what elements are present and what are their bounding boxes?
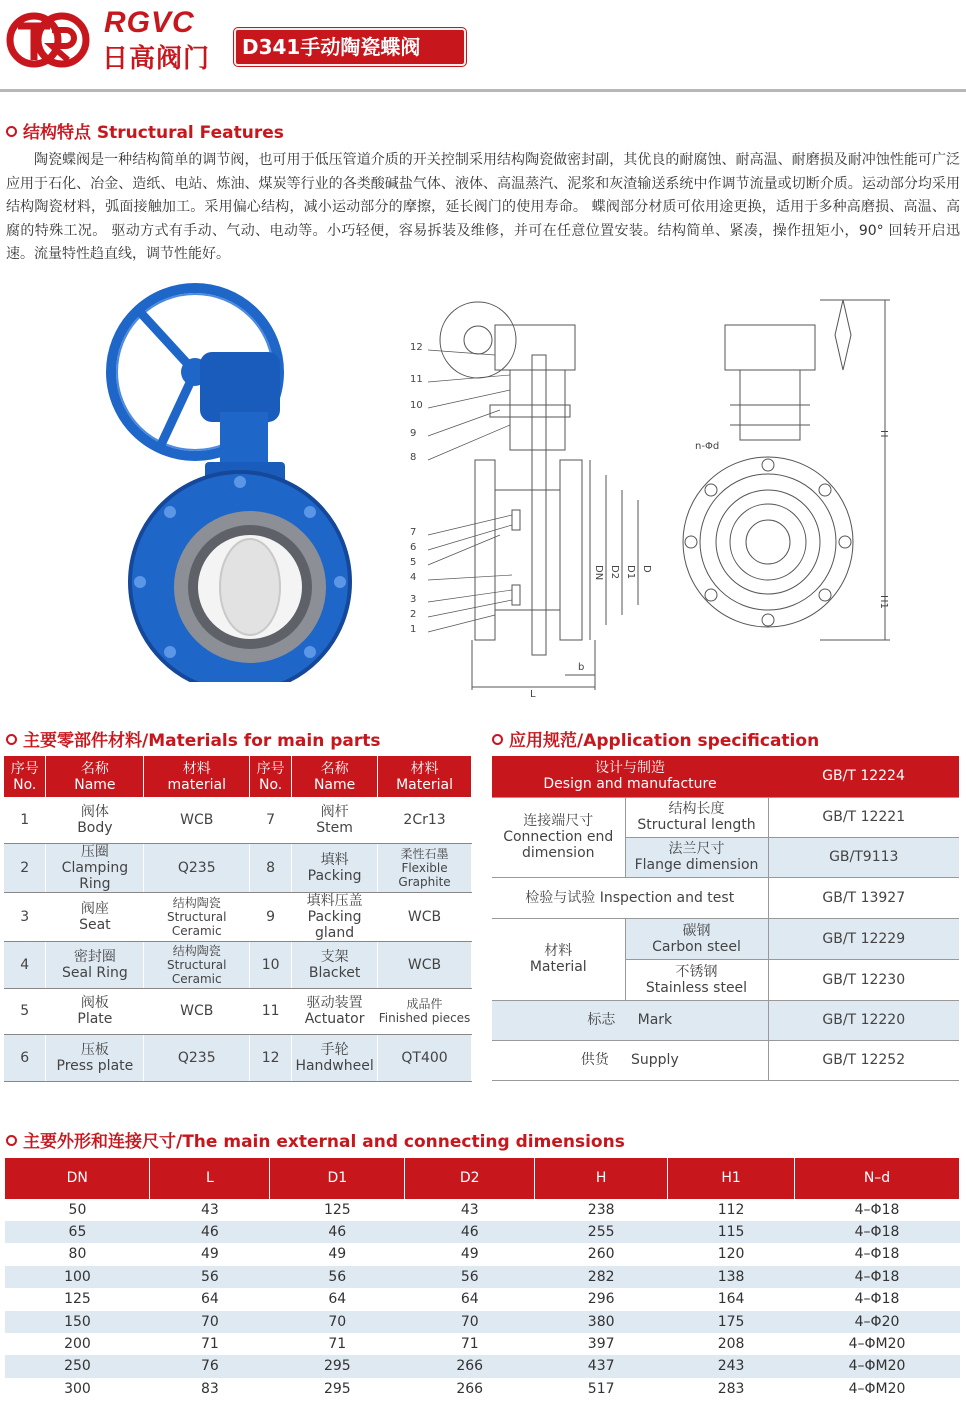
part-material: 结构陶瓷 Structural Ceramic <box>144 942 250 989</box>
cell-l: 43 <box>150 1198 270 1221</box>
header-no: 序号 No. <box>4 756 46 797</box>
cell-nd: 4–ΦM20 <box>848 1335 906 1352</box>
cell-h1: 115 <box>668 1221 795 1243</box>
materials-row <box>4 988 472 1035</box>
material-cell: 材料 Material <box>492 918 625 1000</box>
header-name: 名称 Name <box>292 756 378 797</box>
dimensions-row <box>5 1266 960 1288</box>
application-table <box>492 756 959 1081</box>
part-material: QT400 <box>378 1035 472 1082</box>
part-no: 5 <box>4 988 46 1035</box>
cell-h: 380 <box>535 1311 668 1333</box>
inspection-cell: 检验与试验 Inspection and test <box>492 877 768 918</box>
dimensions-row <box>5 1198 960 1221</box>
section-drawing <box>400 295 660 700</box>
header-material: 材料 Material <box>378 756 472 797</box>
part-name: 填料 Packing <box>292 844 378 893</box>
cell-d1: 56 <box>270 1266 405 1288</box>
part-label: 5 <box>410 557 417 568</box>
cell-dn: 125 <box>64 1291 91 1308</box>
cell-l: 56 <box>150 1266 270 1288</box>
dim-label-l: L <box>530 689 536 700</box>
part-name: 支架 Blacket <box>292 942 378 989</box>
dim-label-d2: D2 <box>609 565 620 580</box>
header-divider <box>0 89 966 92</box>
app-row-supply <box>492 1040 959 1080</box>
supply-cell: 供货 Supply <box>492 1040 768 1080</box>
cell-d1: 295 <box>270 1355 405 1377</box>
part-label: 7 <box>410 527 417 538</box>
part-label: 6 <box>410 542 417 553</box>
cell-nd: 4–Φ18 <box>795 1266 960 1288</box>
cell-d2: 266 <box>456 1380 484 1397</box>
design-cell: 设计与制造 Design and manufacture <box>492 756 768 797</box>
structural-description: 陶瓷蝶阀是一种结构简单的调节阀，也可用于低压管道介质的开关控制采用结构陶瓷做密封副，其优良的耐腐蚀、耐高温、耐磨损及耐冲蚀性能可广泛应用于石化、冶金、造纸、电站、炼油、煤炭等行业的各类酸碱盐气体、液体、高温蒸汽、泥浆和灰渣输送系统中作调节流量或切断介质。运动部分均采用结构陶瓷材料，弧面接触加工。采用偏心结构，减小运动部分的摩擦，延长阀门的使用寿命。 蝶阀部分材质可依用途更换，适用于多种高磨损、高温、高腐的特殊工况。 驱动方式有手动、气动、电动等。小巧轻便，容易拆装及维修，并可在任意位置安装。结构简单、紧凑，操作扭矩小，90° 回转开启迅速。流量特性趋直线，调节性能好。 <box>6 152 960 262</box>
cell-h1: 120 <box>717 1246 745 1263</box>
part-material: Q235 <box>144 1035 250 1082</box>
part-name: 阀体 Body <box>46 797 144 844</box>
cell-h: 255 <box>535 1221 668 1243</box>
cell-d1: 71 <box>328 1335 347 1352</box>
cell-dn: 50 <box>5 1198 150 1221</box>
part-name: 压板 Press plate <box>46 1035 144 1082</box>
cell-h: 296 <box>587 1291 615 1308</box>
cell-d2: 64 <box>460 1291 479 1308</box>
cell-d2: 43 <box>405 1198 535 1221</box>
section-title-dimensions: 主要外形和连接尺寸/The main external and connecting dimensions <box>6 1127 625 1152</box>
cell-h: 397 <box>587 1335 615 1352</box>
part-material: WCB <box>144 988 250 1035</box>
front-drawing <box>665 295 965 665</box>
design-std: GB/T 12224 <box>768 756 959 797</box>
cell-dn: 65 <box>5 1221 150 1243</box>
part-name: 手轮 Handwheel <box>292 1035 378 1082</box>
dimensions-row <box>5 1333 960 1355</box>
header-name: 名称 Name <box>46 756 144 797</box>
part-name: 密封圈 Seal Ring <box>46 942 144 989</box>
stainless-cell: 不锈钢 Stainless steel <box>625 959 768 1000</box>
materials-row <box>4 1035 472 1082</box>
cell-h1: 138 <box>668 1266 795 1288</box>
header-no: 序号 No. <box>250 756 292 797</box>
cell-h: 282 <box>535 1266 668 1288</box>
cell-l: 83 <box>200 1380 219 1397</box>
part-label: 12 <box>410 342 423 353</box>
part-material: 2Cr13 <box>378 797 472 844</box>
materials-row <box>4 797 472 844</box>
part-no: 3 <box>4 893 46 942</box>
part-label: 10 <box>410 400 423 411</box>
part-no: 8 <box>250 844 292 893</box>
cell-nd: 4–Φ18 <box>795 1221 960 1243</box>
part-name: 压圈 Clamping Ring <box>46 844 144 893</box>
brand-name-cn: 日高阀门 <box>102 44 211 74</box>
dimensions-row <box>5 1378 960 1400</box>
materials-row <box>4 893 472 942</box>
part-material: 成品件 Finished pieces <box>378 988 472 1035</box>
company-logo-icon <box>4 8 94 68</box>
cell-nd: 4–Φ18 <box>795 1198 960 1221</box>
section-title-materials: 主要零部件材料/Materials for main parts <box>6 726 380 751</box>
part-label: 2 <box>410 609 417 620</box>
cell-dn: 80 <box>68 1246 87 1263</box>
bullet-circle-icon <box>6 126 17 137</box>
part-material: Q235 <box>144 844 250 893</box>
dim-label-h: H <box>878 430 889 438</box>
cell-d1: 46 <box>270 1221 405 1243</box>
cell-dn: 250 <box>5 1355 150 1377</box>
cell-dn: 150 <box>5 1311 150 1333</box>
header-d1: D1 <box>270 1158 405 1198</box>
bullet-circle-icon <box>6 734 17 745</box>
cell-h: 260 <box>587 1246 615 1263</box>
materials-table <box>4 756 472 1082</box>
app-row-mark <box>492 1000 959 1040</box>
bullet-circle-icon <box>492 734 503 745</box>
cell-d1: 125 <box>270 1198 405 1221</box>
header-dn: DN <box>5 1158 150 1198</box>
part-name: 阀座 Seat <box>46 893 144 942</box>
header-h1: H1 <box>668 1158 795 1198</box>
part-label: 4 <box>410 572 417 583</box>
cell-d2: 56 <box>405 1266 535 1288</box>
header-h: H <box>535 1158 668 1198</box>
cell-d2: 70 <box>405 1311 535 1333</box>
dimensions-header-row <box>5 1158 960 1198</box>
part-label: 11 <box>410 374 423 385</box>
cell-d1: 70 <box>270 1311 405 1333</box>
dim-label-h1: H1 <box>878 595 889 609</box>
part-material: 结构陶瓷 Structural Ceramic <box>144 893 250 942</box>
product-title-badge <box>234 28 466 66</box>
app-row-inspection <box>492 877 959 918</box>
cell-h: 238 <box>535 1198 668 1221</box>
part-no: 12 <box>250 1035 292 1082</box>
cell-l: 64 <box>200 1291 219 1308</box>
bullet-circle-icon <box>6 1135 17 1146</box>
part-name: 阀板 Plate <box>46 988 144 1035</box>
cell-h1: 243 <box>668 1355 795 1377</box>
cell-d2: 46 <box>405 1221 535 1243</box>
part-material: WCB <box>378 942 472 989</box>
product-title: D341手动陶瓷蝶阀 <box>242 35 421 59</box>
cell-nd: 4–ΦM20 <box>795 1355 960 1377</box>
cell-h1: 175 <box>668 1311 795 1333</box>
part-label: 8 <box>410 452 417 463</box>
part-no: 10 <box>250 942 292 989</box>
dimensions-row <box>5 1311 960 1333</box>
cell-dn: 100 <box>5 1266 150 1288</box>
cell-nd: 4–Φ18 <box>854 1291 900 1308</box>
mark-cell: 标志 Mark <box>492 1000 768 1040</box>
part-no: 4 <box>4 942 46 989</box>
dim-label-dn: DN <box>593 565 604 581</box>
part-name: 驱动装置 Actuator <box>292 988 378 1035</box>
cell-d2: 266 <box>405 1355 535 1377</box>
flange-cell: 法兰尺寸 Flange dimension <box>625 837 768 877</box>
cell-l: 49 <box>200 1246 219 1263</box>
dim-label-d1: D1 <box>625 565 636 580</box>
cell-dn: 200 <box>64 1335 91 1352</box>
part-label: 3 <box>410 594 417 605</box>
cell-h1: 208 <box>717 1335 745 1352</box>
part-no: 1 <box>4 797 46 844</box>
cell-d2: 71 <box>460 1335 479 1352</box>
cell-d1: 64 <box>328 1291 347 1308</box>
cell-h1: 112 <box>668 1198 795 1221</box>
inspection-std: GB/T 13927 <box>768 877 959 918</box>
part-number-labels <box>410 342 423 635</box>
dimensions-table <box>5 1158 960 1400</box>
header-nd: N–d <box>795 1158 960 1198</box>
part-no: 9 <box>250 893 292 942</box>
cell-nd: 4–Φ18 <box>854 1246 900 1263</box>
stainless-std: GB/T 12230 <box>768 959 959 1000</box>
dim-label-nd: n-Φd <box>695 441 720 452</box>
part-label: 1 <box>410 624 417 635</box>
part-material: WCB <box>378 893 472 942</box>
carbon-cell: 碳钢 Carbon steel <box>625 918 768 959</box>
struct-cell: 结构长度 Structural length <box>625 797 768 837</box>
cell-nd: 4–Φ20 <box>795 1311 960 1333</box>
header-d2: D2 <box>405 1158 535 1198</box>
part-material: WCB <box>144 797 250 844</box>
materials-row <box>4 942 472 989</box>
cell-l: 76 <box>150 1355 270 1377</box>
part-label: 9 <box>410 428 417 439</box>
part-no: 11 <box>250 988 292 1035</box>
app-row-design <box>492 756 959 797</box>
header-material: 材料 material <box>144 756 250 797</box>
part-no: 7 <box>250 797 292 844</box>
section-title-structural: 结构特点 Structural Features <box>6 118 284 143</box>
dimensions-row <box>5 1288 960 1310</box>
part-name: 填料压盖 Packing gland <box>292 893 378 942</box>
dimensions-row <box>5 1355 960 1377</box>
section-title-application: 应用规范/Application specification <box>492 726 819 751</box>
header-l: L <box>150 1158 270 1198</box>
dimensions-row <box>5 1243 960 1265</box>
mark-std: GB/T 12220 <box>768 1000 959 1040</box>
supply-std: GB/T 12252 <box>768 1040 959 1080</box>
cell-h1: 164 <box>717 1291 745 1308</box>
app-row-carbon <box>492 918 959 959</box>
cell-l: 46 <box>150 1221 270 1243</box>
cell-d1: 49 <box>328 1246 347 1263</box>
part-no: 2 <box>4 844 46 893</box>
cell-h: 437 <box>535 1355 668 1377</box>
dim-label-d: D <box>641 565 652 573</box>
cell-dn: 300 <box>64 1380 91 1397</box>
materials-row <box>4 844 472 893</box>
valve-photo <box>100 282 370 682</box>
cell-h: 517 <box>587 1380 615 1397</box>
part-no: 6 <box>4 1035 46 1082</box>
dimensions-row <box>5 1221 960 1243</box>
part-material: 柔性石墨 Flexible Graphite <box>378 844 472 893</box>
brand-name-en: RGVC <box>104 6 195 39</box>
app-row-struct <box>492 797 959 837</box>
materials-header-row <box>4 756 472 797</box>
dim-label-b: b <box>578 662 585 673</box>
flange-std: GB/T9113 <box>768 837 959 877</box>
page-header <box>0 0 966 92</box>
cell-h1: 283 <box>717 1380 745 1397</box>
cell-l: 70 <box>150 1311 270 1333</box>
cell-l: 71 <box>200 1335 219 1352</box>
struct-std: GB/T 12221 <box>768 797 959 837</box>
cell-nd: 4–ΦM20 <box>848 1380 906 1397</box>
conn-cell: 连接端尺寸 Connection end dimension <box>492 797 625 877</box>
cell-d2: 49 <box>460 1246 479 1263</box>
part-name: 阀杆 Stem <box>292 797 378 844</box>
carbon-std: GB/T 12229 <box>768 918 959 959</box>
cell-d1: 295 <box>323 1380 351 1397</box>
